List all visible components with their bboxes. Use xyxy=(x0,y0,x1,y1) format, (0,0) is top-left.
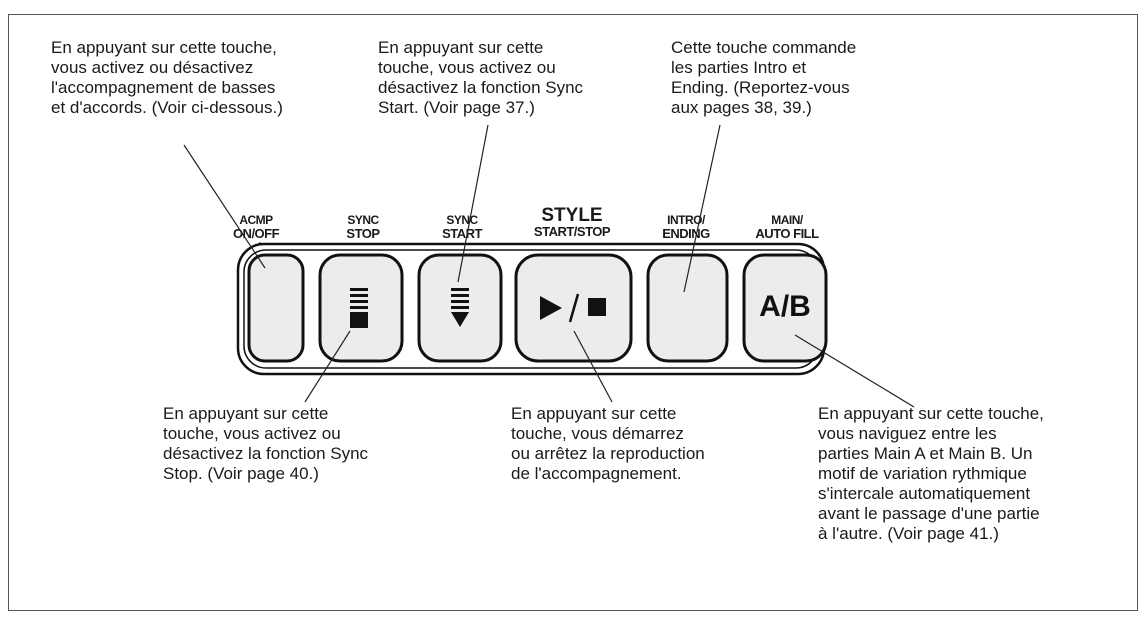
callout-intro-ending: Cette touche commande les parties Intro et Ending. (Reportez-vous aux pages 38, 39.) xyxy=(671,38,857,117)
label-acmp-line1: ACMP xyxy=(239,213,273,227)
callout-sync-stop: En appuyant sur cette touche, vous activez ou désactivez la fonction Sync Stop. (Voir page 40.) xyxy=(163,404,369,483)
start-stop-button[interactable] xyxy=(516,255,631,361)
label-sync-start-line1: SYNC xyxy=(446,213,478,227)
callout-main-autofill: En appuyant sur cette touche, vous naviguez entre les parties Main A et Main B. Un motif de variation rythmique s'intercale automatiquement avant le passage d'une partie à l'autre. (Voir page 41.) xyxy=(818,404,1044,543)
label-main-line1: MAIN/ xyxy=(771,213,803,227)
sync-stop-button[interactable] xyxy=(320,255,402,361)
ab-face-label: A/B xyxy=(759,290,811,323)
callout-acmp: En appuyant sur cette touche, vous activez ou désactivez l'accompagnement de basses et d'accords. (Voir ci-dessous.) xyxy=(51,38,283,117)
label-acmp-line2-text: ON/OFF xyxy=(232,226,280,241)
label-intro-line2: ENDING xyxy=(662,226,710,241)
intro-ending-button[interactable] xyxy=(648,255,727,361)
sync-start-button[interactable] xyxy=(419,255,501,361)
label-style-line1: STYLE xyxy=(541,205,603,226)
label-sync-start-line2: START xyxy=(442,226,482,241)
label-main-line2: AUTO FILL xyxy=(755,226,819,241)
acmp-button[interactable] xyxy=(249,255,303,361)
label-sync-stop-line2: STOP xyxy=(346,226,380,241)
callout-start-stop: En appuyant sur cette touche, vous démarrez ou arrêtez la reproduction de l'accompagnement. xyxy=(511,404,705,483)
label-intro-line1: INTRO/ xyxy=(667,213,705,227)
label-style-line2: START/STOP xyxy=(533,224,611,239)
callout-sync-start: En appuyant sur cette touche, vous activez ou désactivez la fonction Sync Start. (Voir page 37.) xyxy=(378,38,584,117)
main-autofill-button[interactable] xyxy=(744,255,826,361)
label-sync-stop-line1: SYNC xyxy=(347,213,379,227)
